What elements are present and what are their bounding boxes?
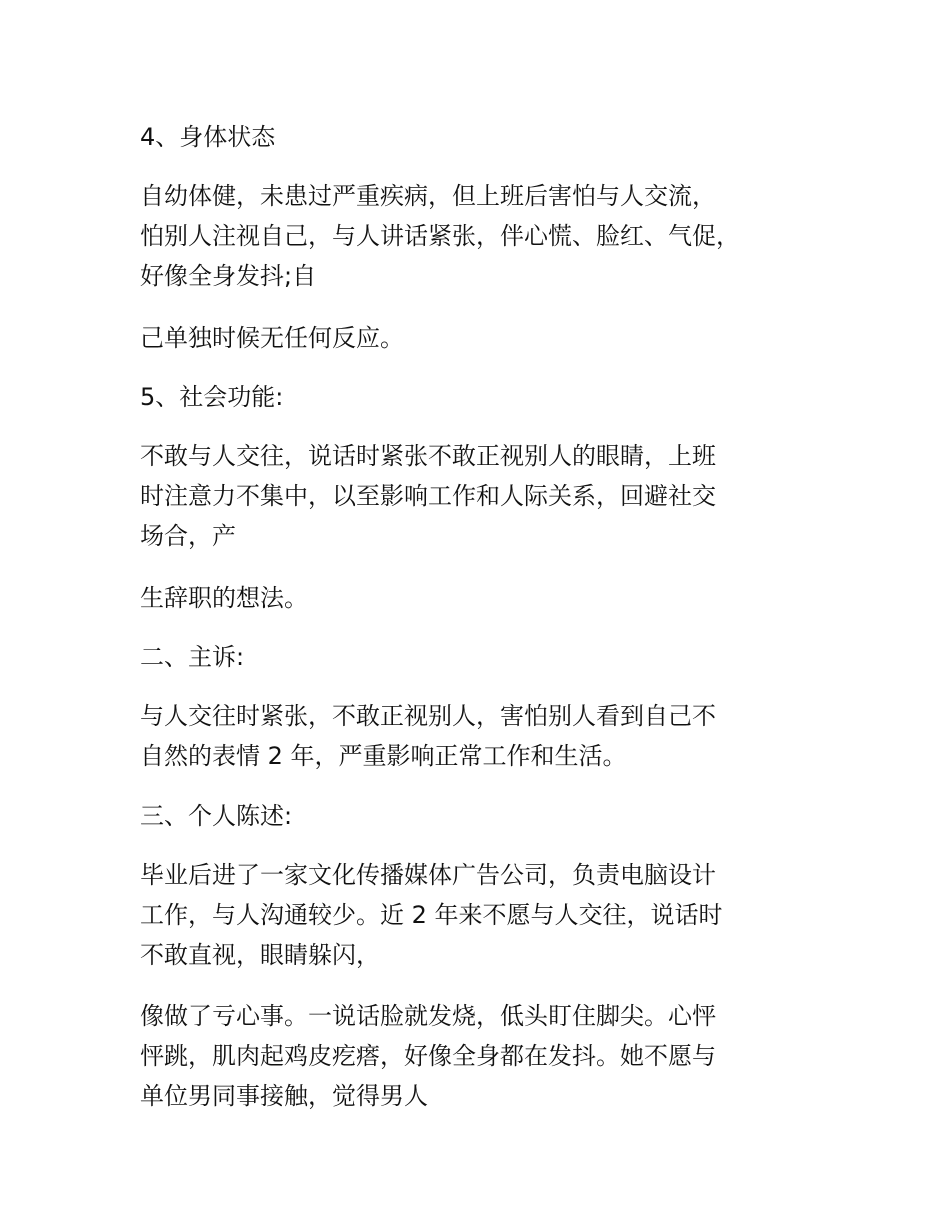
text-line: 工作，与人沟通较少。近 2 年来不愿与人交往，说话时 [140,901,723,929]
heading-body-status [140,117,820,157]
paragraph-social-function-cont [140,578,820,618]
text-line: 怦跳，肌肉起鸡皮疙瘩，好像全身都在发抖。她不愿与 [140,1042,716,1070]
paragraph-personal-statement-cont [140,996,820,1116]
paragraph-personal-statement [140,855,820,975]
text-line: 与人交往时紧张，不敢正视别人，害怕别人看到自己不 [140,702,716,730]
text-line: 三、个人陈述: [140,802,293,830]
heading-personal-statement [140,796,820,836]
text-line: 自幼体健，未患过严重疾病，但上班后害怕与人交流， [140,182,716,210]
text-line: 像做了亏心事。一说话脸就发烧，低头盯住脚尖。心怦 [140,1002,716,1030]
text-line: 自然的表情 2 年，严重影响正常工作和生活。 [140,742,627,770]
paragraph-body-status-cont [140,318,820,358]
paragraph-social-function [140,436,820,556]
text-line: 生辞职的想法。 [140,584,308,612]
text-line: 不敢与人交往，说话时紧张不敢正视别人的眼睛，上班 [140,442,716,470]
text-line: 怕别人注视自己，与人讲话紧张，伴心慌、脸红、气促， [140,222,740,250]
text-line: 好像全身发抖;自 [140,262,317,290]
text-line: 5、社会功能: [140,383,284,411]
text-line: 4、身体状态 [140,123,276,151]
text-line: 场合，产 [140,522,236,550]
text-line: 单位男同事接触，觉得男人 [140,1082,428,1110]
text-line: 毕业后进了一家文化传播媒体广告公司，负责电脑设计 [140,861,716,889]
text-line: 己单独时候无任何反应。 [140,324,404,352]
heading-social-function [140,377,820,417]
paragraph-body-status [140,176,820,296]
text-line: 二、主诉: [140,643,245,671]
heading-chief-complaint [140,637,820,677]
paragraph-chief-complaint [140,696,820,776]
text-line: 不敢直视，眼睛躲闪， [140,941,380,969]
text-line: 时注意力不集中，以至影响工作和人际关系，回避社交 [140,482,716,510]
